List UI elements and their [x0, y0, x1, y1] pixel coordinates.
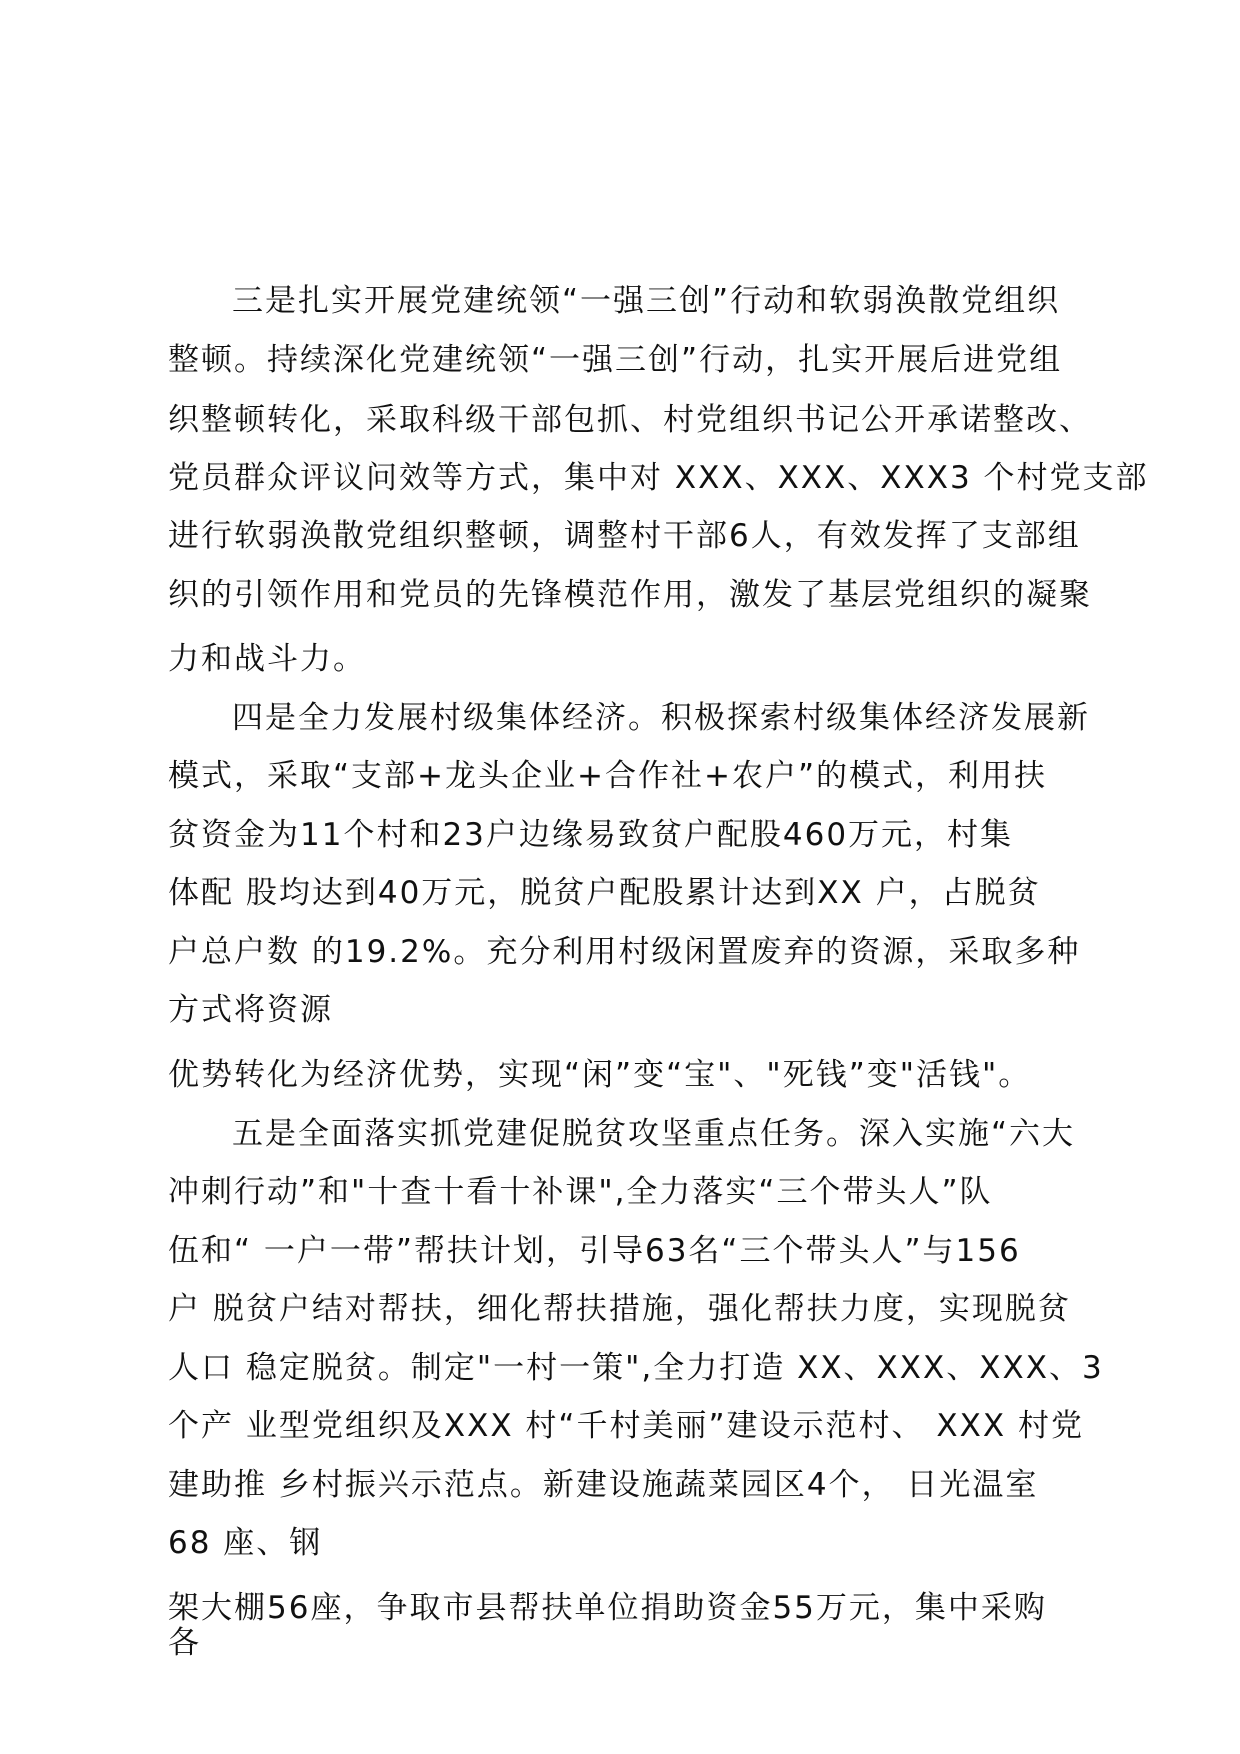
paragraph-5-line-7: 建助推 乡村振兴示范点。新建设施蔬菜园区4个， 日光温室 — [168, 1467, 1039, 1503]
paragraph-3-line-6: 织的引领作用和党员的先锋模范作用，激发了基层党组织的凝聚 — [168, 577, 1092, 613]
paragraph-5-line-6: 个产 业型党组织及XXX 村“千村美丽”建设示范村、 XXX 村党 — [168, 1408, 1084, 1444]
paragraph-4-line-2: 模式，采取“支部+龙头企业+合作社+农户”的模式，利用扶 — [168, 758, 1048, 794]
paragraph-5-line-5: 人口 稳定脱贫。制定"一村一策",全力打造 XX、XXX、XXX、3 — [168, 1350, 1104, 1386]
paragraph-5-line-3: 伍和“ 一户一带”帮扶计划，引导63名“三个带头人”与156 — [168, 1233, 1021, 1269]
paragraph-3-line-1: 三是扎实开展党建统领“一强三创”行动和软弱涣散党组织 — [232, 283, 1061, 319]
paragraph-4-line-1: 四是全力发展村级集体经济。积极探索村级集体经济发展新 — [232, 700, 1090, 736]
paragraph-4-line-3: 贫资金为11个村和23户边缘易致贫户配股460万元，村集 — [168, 817, 1014, 853]
paragraph-3-line-2: 整顿。持续深化党建统领“一强三创”行动，扎实开展后进党组 — [168, 342, 1063, 378]
paragraph-4-line-4: 体配 股均达到40万元，脱贫户配股累计达到XX 户，占脱贫 — [168, 875, 1041, 911]
paragraph-5-line-2: 冲刺行动”和"十查十看十补课",全力落实“三个带头人”队 — [168, 1174, 993, 1210]
paragraph-5-line-4: 户 脱贫户结对帮扶，细化帮扶措施，强化帮扶力度，实现脱贫 — [168, 1291, 1071, 1327]
paragraph-3-line-3: 织整顿转化，采取科级干部包抓、村党组织书记公开承诺整改、 — [168, 402, 1092, 438]
paragraph-4-line-6: 方式将资源 — [168, 992, 333, 1028]
paragraph-4-line-5: 户总户数 的19.2%。充分利用村级闲置废弃的资源，采取多种 — [168, 934, 1081, 970]
paragraph-5-line-1: 五是全面落实抓党建促脱贫攻坚重点任务。深入实施“六大 — [232, 1116, 1076, 1152]
paragraph-3-line-5: 进行软弱涣散党组织整顿，调整村干部6人，有效发挥了支部组 — [168, 518, 1081, 554]
paragraph-5-line-10: 各 — [168, 1625, 201, 1661]
paragraph-4-line-7: 优势转化为经济优势，实现“闲”变“宝"、"死钱”变"活钱"。 — [168, 1057, 1032, 1093]
paragraph-3-line-4: 党员群众评议问效等方式，集中对 XXX、XXX、XXX3 个村党支部 — [168, 460, 1149, 496]
paragraph-5-line-8: 68 座、钢 — [168, 1525, 323, 1561]
paragraph-5-line-9: 架大棚56座，争取市县帮扶单位捐助资金55万元，集中采购 — [168, 1590, 1047, 1626]
paragraph-3-line-7: 力和战斗力。 — [168, 641, 366, 677]
